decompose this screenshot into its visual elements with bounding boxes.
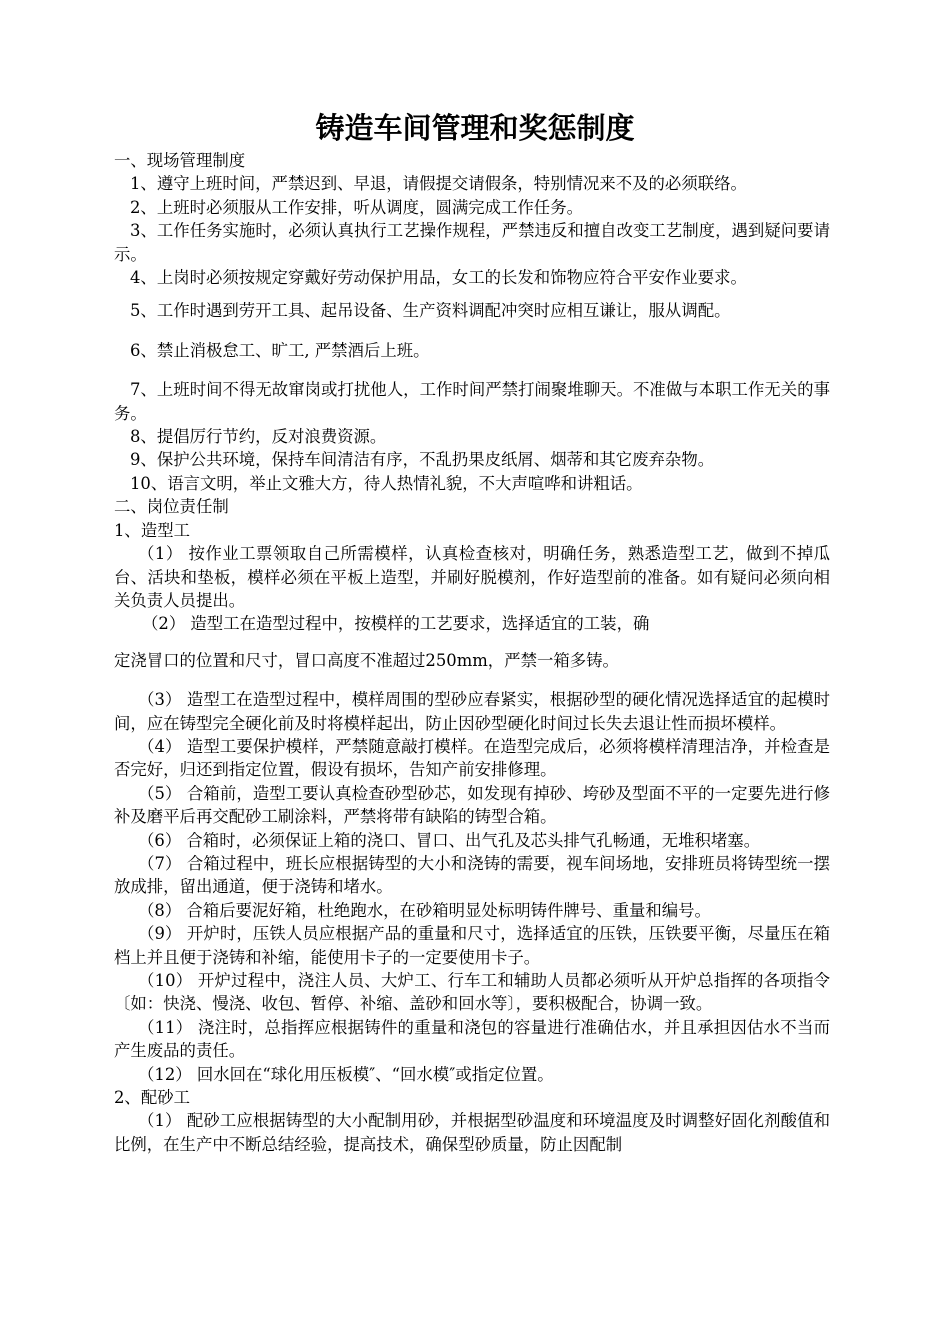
section-heading: 一、现场管理制度	[114, 151, 246, 170]
duty-paragraph: （3） 造型工在造型过程中，模样周围的型砂应春紧实，根据砂型的硬化情况选择适宜的起模时间，应在铸型完全硬化前及时将模样起出，防止因砂型硬化时间过长失去退让性而损坏模样。	[114, 690, 830, 733]
rule-paragraph: 6、禁止消极怠工、旷工, 严禁酒后上班。	[130, 340, 430, 360]
duty-paragraph: 定浇冒口的位置和尺寸，冒口高度不准超过250mm，严禁一箱多铸。	[114, 650, 619, 670]
rule-paragraph: 5、工作时遇到劳开工具、起吊设备、生产资料调配冲突时应相互谦让，服从调配。	[130, 301, 731, 321]
rule-paragraph: 10、语言文明，举止文雅大方，待人热情礼貌，不大声喧哗和讲粗话。	[130, 473, 643, 493]
subsection-heading: 1、造型工	[114, 520, 190, 540]
duty-paragraph: （12） 回水回在“球化用压板模″、“回水模″或指定位置。	[138, 1064, 554, 1084]
rule-paragraph: 1、遵守上班时间，严禁迟到、早退，请假提交请假条，特别情况来不及的必须联络。	[130, 174, 747, 194]
rule-paragraph: 4、上岗时必须按规定穿戴好劳动保护用品，女工的长发和饰物应符合平安作业要求。	[130, 268, 747, 288]
document-body	[114, 149, 830, 1156]
duty-paragraph: （8） 合箱后要泥好箱，杜绝跑水，在砂箱明显处标明铸件牌号、重量和编号。	[138, 900, 711, 920]
duty-paragraph: （11） 浇注时，总指挥应根据铸件的重量和浇包的容量进行准确估水，并且承担因估水不当而产生废品的责任。	[114, 1017, 830, 1061]
duty-paragraph: （5） 合箱前，造型工要认真检查砂型砂芯，如发现有掉砂、垮砂及型面不平的一定要先进行修补及磨平后再交配砂工刷涂料，严禁将带有缺陷的铸型合箱。	[114, 783, 830, 827]
duty-paragraph: （7） 合箱过程中，班长应根据铸型的大小和浇铸的需要，视车间场地，安排班员将铸型统一摆放成排，留出通道，便于浇铸和堵水。	[114, 853, 830, 897]
subsection-heading: 2、配砂工	[114, 1088, 190, 1108]
rule-paragraph: 7、上班时间不得无故窜岗或打扰他人，工作时间严禁打闹聚堆聊天。不准做与本职工作无关的事务。	[114, 380, 830, 423]
duty-paragraph: （10） 开炉过程中，浇注人员、大炉工、行车工和辅助人员都必须听从开炉总指挥的各项指令〔如：快浇、慢浇、收包、暂停、补缩、盖砂和回水等〕，要积极配合，协调一致。	[114, 971, 830, 1014]
rule-paragraph: 2、上班时必须服从工作安排，听从调度，圆满完成工作任务。	[130, 197, 583, 217]
rule-paragraph: 3、工作任务实施时，必须认真执行工艺操作规程，严禁违反和擅自改变工艺制度，遇到疑问要请示。	[114, 221, 830, 264]
duty-paragraph: （2） 造型工在造型过程中，按模样的工艺要求，选择适宜的工装，确	[142, 614, 650, 634]
duty-paragraph: （9） 开炉时，压铁人员应根据产品的重量和尺寸，选择适宜的压铁，压铁要平衡，尽量压在箱档上并且便于浇铸和补缩，能使用卡子的一定要使用卡子。	[114, 924, 830, 967]
rule-paragraph: 9、保护公共环境，保持车间清洁有序，不乱扔果皮纸屑、烟蒂和其它废弃杂物。	[130, 450, 715, 470]
section-heading: 二、岗位责任制	[114, 497, 229, 517]
duty-paragraph: （4） 造型工要保护模样，严禁随意敲打模样。在造型完成后，必须将模样清理洁净，并检查是否完好，归还到指定位置，假设有损坏，告知产前安排修理。	[114, 736, 830, 780]
duty-paragraph: （1） 配砂工应根据铸型的大小配制用砂，并根据型砂温度和环境温度及时调整好固化剂酸值和比例，在生产中不断总结经验，提高技术，确保型砂质量，防止因配制	[114, 1111, 830, 1154]
duty-paragraph: （6） 合箱时，必须保证上箱的浇口、冒口、出气孔及芯头排气孔畅通，无堆积堵塞。	[138, 830, 761, 850]
document-title: 铸造车间管理和奖惩制度	[315, 111, 635, 145]
duty-paragraph: （1） 按作业工票领取自己所需模样，认真检查核对，明确任务，熟悉造型工艺，做到不掉瓜台、活块和垫板，模样必须在平板上造型，并刷好脱模剂，作好造型前的准备。如有疑问必须向相关负责人员提出。	[114, 544, 830, 610]
rule-paragraph: 8、提倡厉行节约，反对浪费资源。	[130, 427, 387, 447]
